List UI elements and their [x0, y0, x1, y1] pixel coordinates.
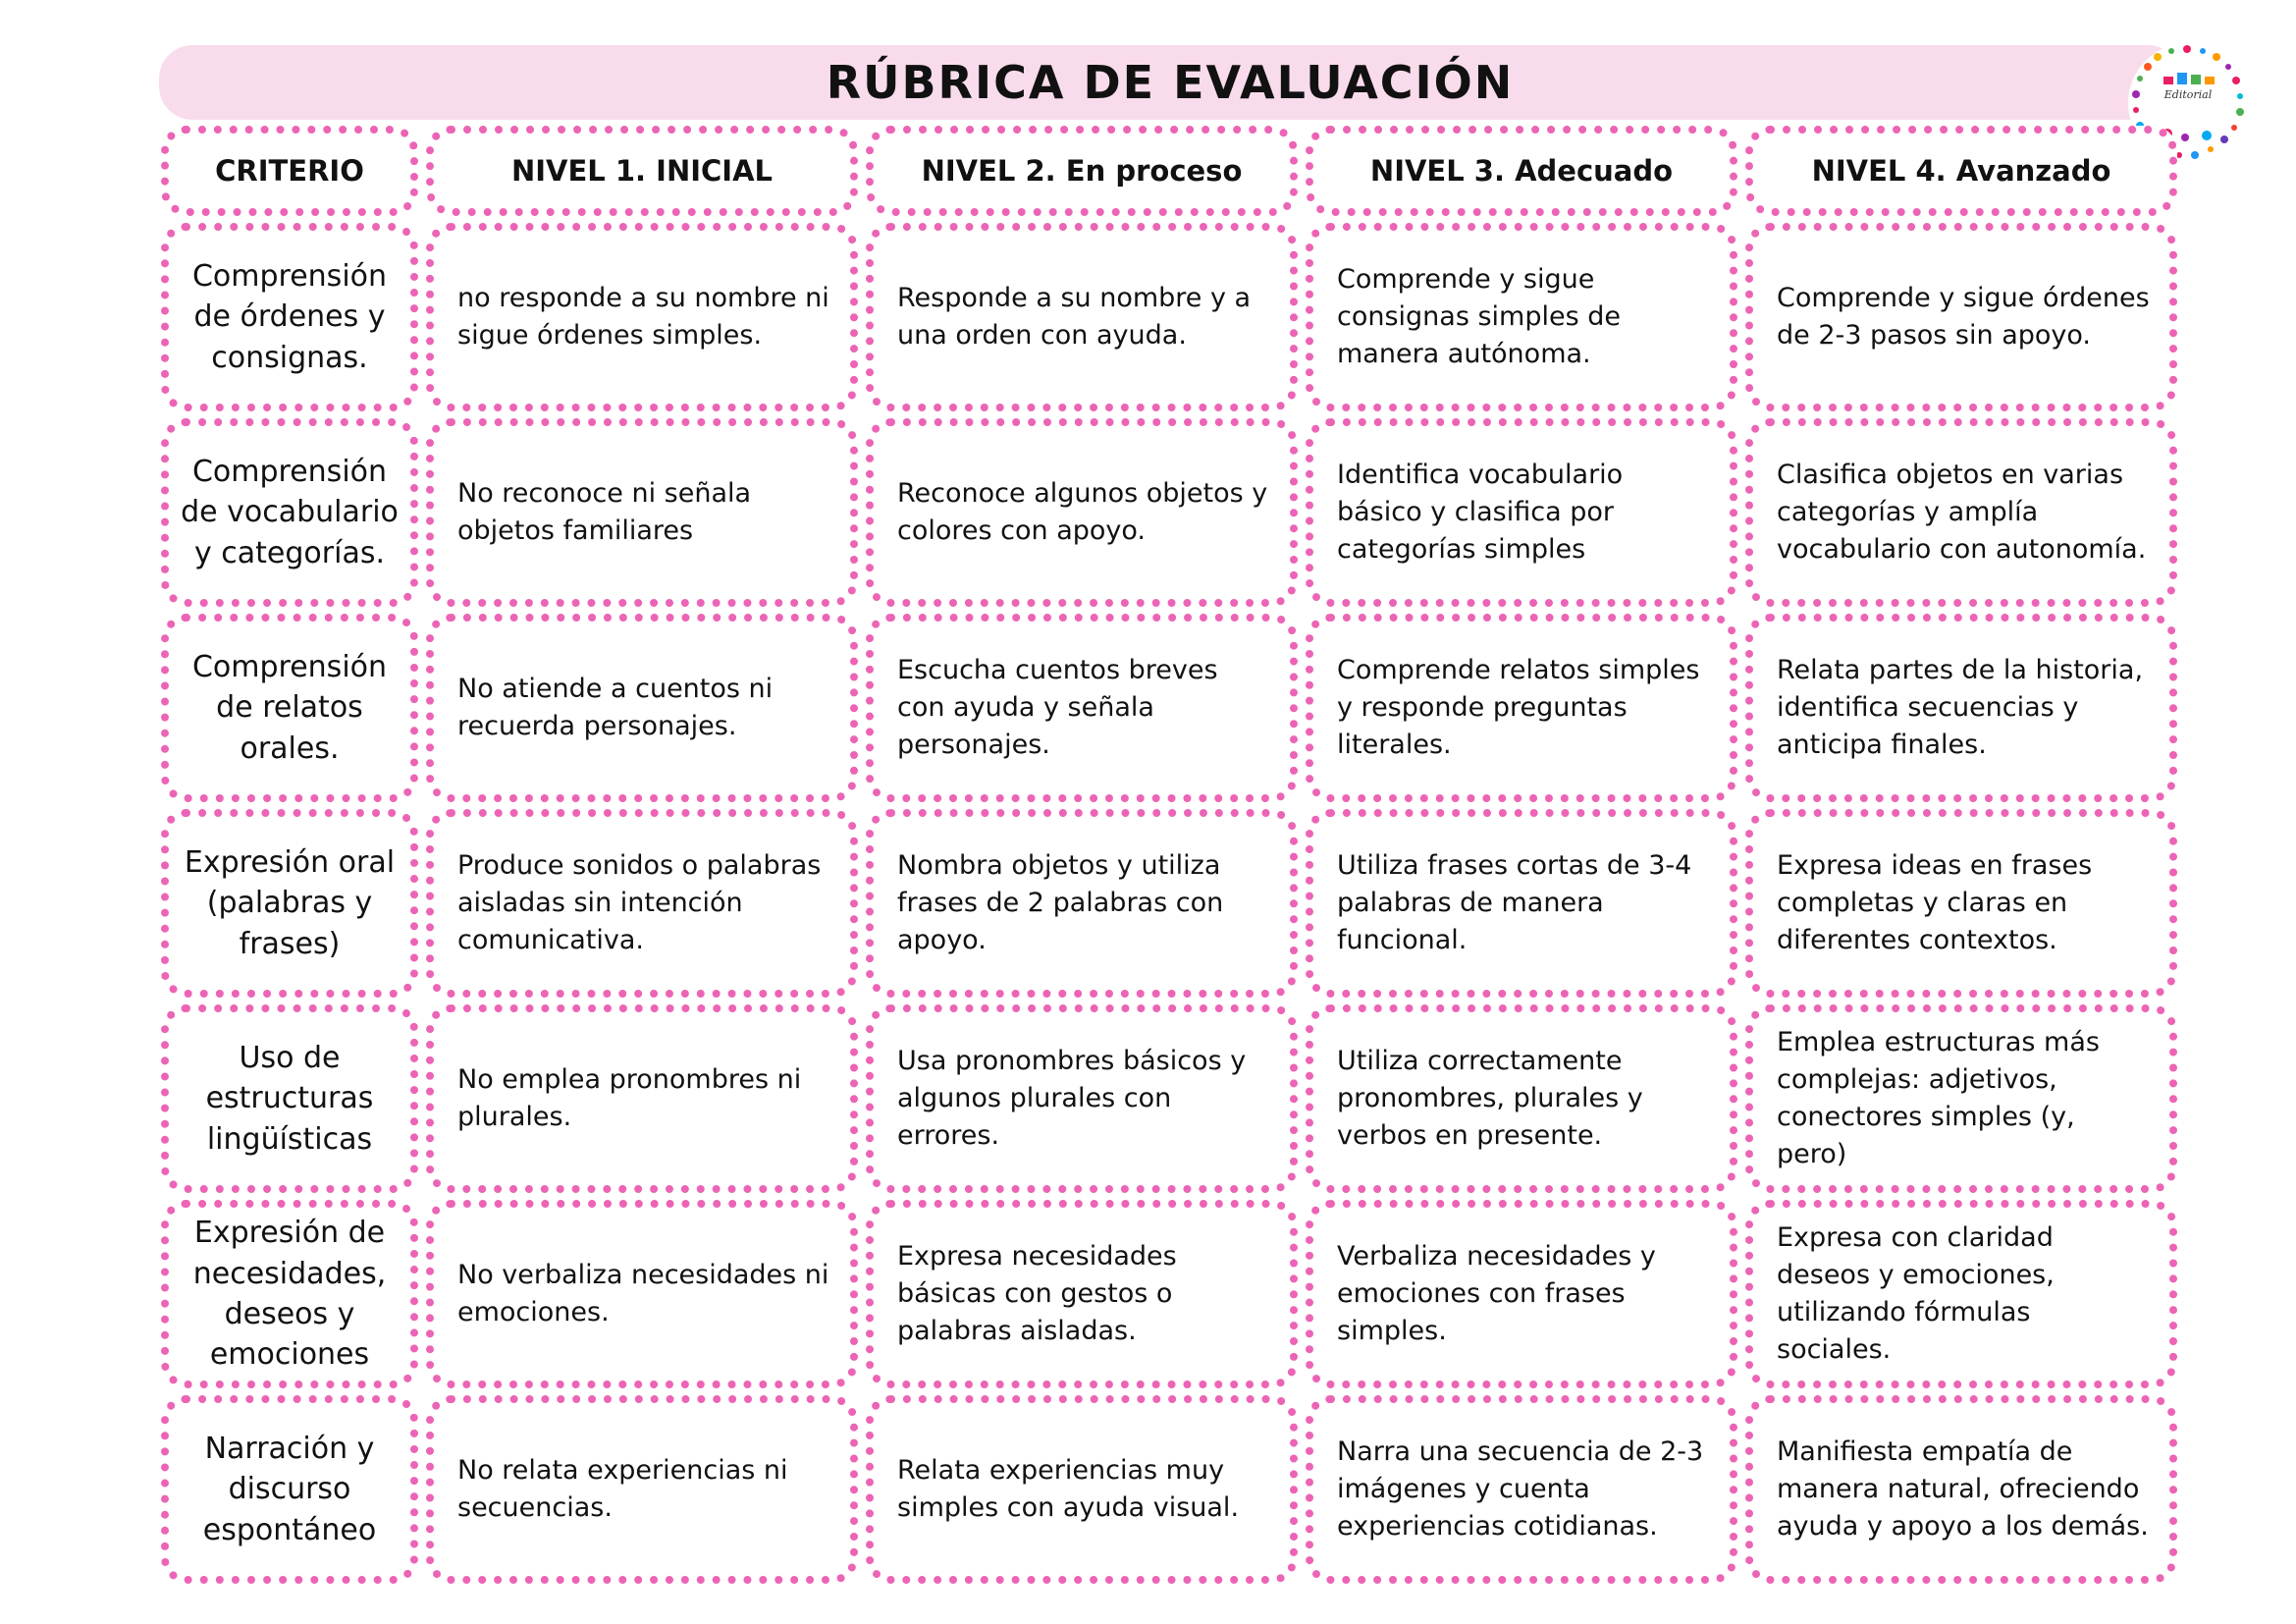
criterion-cell	[161, 1395, 418, 1584]
level-text: Emplea estructuras más complejas: adjetivos, conectores simples (y, pero)	[1777, 1027, 2100, 1169]
level-text: Produce sonidos o palabras aisladas sin intención comunicativa.	[457, 850, 822, 955]
level-text: Responde a su nombre y a una orden con ayuda.	[897, 283, 1252, 351]
criterion-cell	[161, 1004, 418, 1193]
criterion-cell	[161, 223, 418, 411]
logo-text: Editorial	[2163, 88, 2213, 101]
level-4-cell	[1745, 1004, 2177, 1193]
level-2-cell	[866, 1395, 1298, 1584]
level-text: Utiliza correctamente pronombres, plurales y verbos en presente.	[1337, 1046, 1643, 1151]
level-text: Comprende y sigue órdenes de 2-3 pasos sin apoyo.	[1777, 283, 2150, 351]
header-nivel-4: NIVEL 4. Avanzado	[1745, 126, 2177, 216]
level-text: No atiende a cuentos ni recuerda personajes.	[457, 674, 774, 741]
level-text: no responde a su nombre ni sigue órdenes simples.	[457, 283, 829, 351]
level-1-cell	[426, 809, 858, 998]
level-text: No verbaliza necesidades ni emociones.	[457, 1260, 829, 1327]
level-3-cell	[1306, 223, 1737, 411]
level-text: No reconoce ni señala objetos familiares	[457, 478, 752, 546]
criterion-text: Comprensión de relatos orales.	[191, 649, 388, 766]
level-text: Utiliza frases cortas de 3-4 palabras de manera funcional.	[1337, 850, 1692, 955]
level-4-cell	[1745, 1200, 2177, 1388]
level-1-cell	[426, 223, 858, 411]
level-text: No relata experiencias ni secuencias.	[457, 1455, 788, 1523]
criterion-text: Comprensión de órdenes y consignas.	[191, 258, 388, 375]
level-3-cell	[1306, 1004, 1737, 1193]
level-text: Identifica vocabulario básico y clasifica por categorías simples	[1337, 460, 1624, 565]
level-3-cell	[1306, 418, 1737, 607]
level-text: Manifiesta empatía de manera natural, ofreciendo ayuda y apoyo a los demás.	[1777, 1436, 2149, 1542]
rubric-table	[161, 126, 2177, 1584]
level-text: Usa pronombres básicos y algunos plurales con errores.	[897, 1046, 1247, 1151]
level-text: Reconoce algunos objetos y colores con apoyo.	[897, 478, 1268, 546]
level-text: Clasifica objetos en varias categorías y amplía vocabulario con autonomía.	[1777, 460, 2147, 565]
level-4-cell	[1745, 1395, 2177, 1584]
criterion-text: Comprensión de vocabulario y categorías.	[181, 454, 399, 570]
level-text: Expresa con claridad deseos y emociones, utilizando fórmulas sociales.	[1777, 1222, 2055, 1365]
level-text: No emplea pronombres ni plurales.	[457, 1064, 802, 1132]
level-text: Nombra objetos y utiliza frases de 2 palabras con apoyo.	[897, 850, 1224, 955]
level-text: Expresa necesidades básicas con gestos o palabras aisladas.	[897, 1241, 1177, 1346]
level-text: Comprende relatos simples y responde preguntas literales.	[1337, 655, 1700, 760]
header-nivel-2: NIVEL 2. En proceso	[866, 126, 1298, 216]
level-text: Relata experiencias muy simples con ayuda visual.	[897, 1455, 1240, 1523]
level-3-cell	[1306, 1200, 1737, 1388]
header-criterio: CRITERIO	[161, 126, 418, 216]
title-banner	[159, 45, 2181, 120]
level-2-cell	[866, 614, 1298, 802]
criterion-cell	[161, 809, 418, 998]
criterion-cell	[161, 418, 418, 607]
level-3-cell	[1306, 809, 1737, 998]
level-4-cell	[1745, 614, 2177, 802]
level-2-cell	[866, 1200, 1298, 1388]
level-2-cell	[866, 1004, 1298, 1193]
criterion-text: Expresión de necesidades, deseos y emociones	[192, 1216, 387, 1373]
level-2-cell	[866, 809, 1298, 998]
level-4-cell	[1745, 418, 2177, 607]
level-4-cell	[1745, 223, 2177, 411]
level-1-cell	[426, 1200, 858, 1388]
level-3-cell	[1306, 1395, 1737, 1584]
criterion-cell	[161, 614, 418, 802]
page-title: RÚBRICA DE EVALUACIÓN	[826, 56, 1515, 109]
level-4-cell	[1745, 809, 2177, 998]
level-text: Relata partes de la historia, identifica secuencias y anticipa finales.	[1777, 655, 2144, 760]
criterion-text: Narración y discurso espontáneo	[202, 1431, 377, 1547]
level-text: Comprende y sigue consignas simples de manera autónoma.	[1337, 264, 1622, 369]
header-nivel-1: NIVEL 1. INICIAL	[426, 126, 858, 216]
level-1-cell	[426, 614, 858, 802]
level-text: Expresa ideas en frases completas y claras en diferentes contextos.	[1777, 850, 2093, 955]
criterion-text: Uso de estructuras lingüísticas	[205, 1040, 374, 1157]
level-2-cell	[866, 418, 1298, 607]
criterion-text: Expresión oral (palabras y frases)	[184, 844, 396, 961]
level-text: Verbaliza necesidades y emociones con frases simples.	[1337, 1241, 1656, 1346]
level-text: Escucha cuentos breves con ayuda y señala personajes.	[897, 655, 1218, 760]
level-3-cell	[1306, 614, 1737, 802]
header-nivel-3: NIVEL 3. Adecuado	[1306, 126, 1737, 216]
level-1-cell	[426, 1004, 858, 1193]
level-1-cell	[426, 1395, 858, 1584]
level-2-cell	[866, 223, 1298, 411]
level-text: Narra una secuencia de 2-3 imágenes y cuenta experiencias cotidianas.	[1337, 1436, 1704, 1542]
level-1-cell	[426, 418, 858, 607]
criterion-cell	[161, 1200, 418, 1388]
